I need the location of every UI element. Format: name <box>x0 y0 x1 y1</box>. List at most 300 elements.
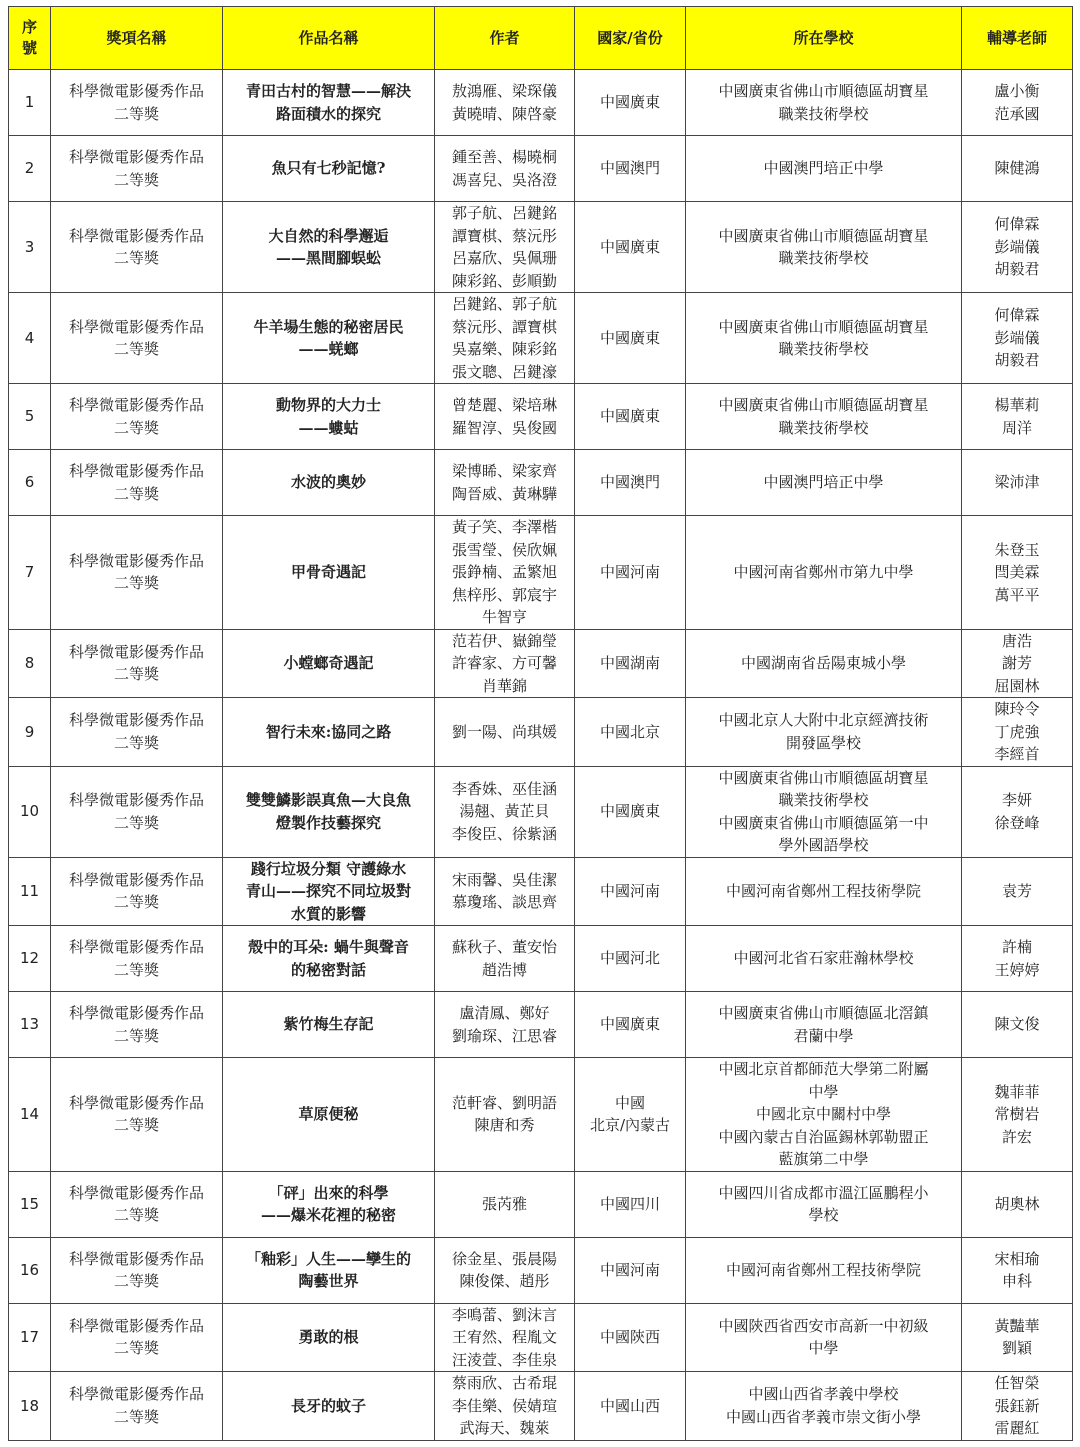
cell-authors <box>435 629 575 698</box>
table-body <box>9 70 1073 1441</box>
cell-school <box>686 1237 962 1303</box>
cell-work <box>223 629 435 698</box>
cell-teachers-line: 楊華莉 <box>994 396 1040 414</box>
cell-school <box>686 1372 962 1441</box>
cell-work-line: ——黑間腳蜈蚣 <box>275 249 381 267</box>
cell-authors-line: 劉一陽、尚琪媛 <box>451 722 557 741</box>
cell-work-line: ——爆米花裡的秘密 <box>260 1206 396 1224</box>
cell-award <box>51 1372 223 1441</box>
cell-authors <box>435 1171 575 1237</box>
cell-award-line: 科學微電影優秀作品 <box>68 711 204 730</box>
cell-school <box>686 698 962 767</box>
cell-award-line: 科學微電影優秀作品 <box>68 226 204 245</box>
cell-authors <box>435 1372 575 1441</box>
cell-authors-line: 陳彩銘、彭順勤 <box>451 271 557 290</box>
cell-seq: 13 <box>9 992 51 1058</box>
header-authors: 作者 <box>435 7 575 70</box>
cell-award-line: 二等獎 <box>113 574 159 593</box>
cell-teachers <box>962 516 1073 630</box>
cell-school <box>686 1171 962 1237</box>
cell-teachers <box>962 1372 1073 1441</box>
cell-work-line: 青山——探究不同垃圾對 <box>245 882 411 900</box>
cell-school <box>686 629 962 698</box>
cell-region <box>575 698 686 767</box>
cell-teachers <box>962 384 1073 450</box>
cell-teachers <box>962 1058 1073 1172</box>
cell-teachers-line: 常樹岩 <box>994 1105 1040 1123</box>
cell-school <box>686 136 962 202</box>
cell-teachers-line: 宋相瑜 <box>994 1249 1040 1268</box>
cell-seq: 15 <box>9 1171 51 1237</box>
cell-authors <box>435 1058 575 1172</box>
header-work: 作品名稱 <box>223 7 435 70</box>
cell-authors <box>435 857 575 926</box>
table-row <box>9 450 1073 516</box>
cell-authors-line: 呂嘉欣、吳佩珊 <box>451 249 557 267</box>
cell-teachers-line: 周洋 <box>1001 418 1032 437</box>
cell-award-line: 二等獎 <box>113 665 159 684</box>
cell-award <box>51 136 223 202</box>
cell-authors-line: 陶晉威、黃琳驊 <box>451 484 557 503</box>
cell-award-line: 科學微電影優秀作品 <box>68 1183 204 1202</box>
cell-school <box>686 857 962 926</box>
cell-award-line: 二等獎 <box>113 893 159 912</box>
cell-teachers-line: 許楠 <box>1001 938 1032 956</box>
cell-teachers <box>962 992 1073 1058</box>
cell-work-line: 甲骨奇遇記 <box>290 563 366 581</box>
cell-authors <box>435 1237 575 1303</box>
cell-teachers <box>962 857 1073 926</box>
cell-authors <box>435 202 575 293</box>
cell-teachers-line: 魏菲菲 <box>994 1082 1040 1101</box>
cell-school-line: 中學 <box>808 1082 839 1101</box>
cell-school-line: 中國內蒙古自治區錫林郭勒盟正 <box>718 1127 929 1146</box>
cell-work <box>223 926 435 992</box>
cell-work-line: 燈製作技藝探究 <box>275 813 381 832</box>
header-seq: 序 號 <box>9 7 51 70</box>
cell-authors-line: 呂鍵銘、郭子航 <box>451 295 557 313</box>
cell-school-line: 職業技術學校 <box>778 418 869 437</box>
cell-region-line: 中國澳門 <box>599 159 660 178</box>
cell-authors-line: 陳唐和秀 <box>474 1116 535 1135</box>
cell-school-line: 中國四川省成都市溫江區鵬程小 <box>718 1183 929 1202</box>
cell-award <box>51 202 223 293</box>
cell-authors <box>435 698 575 767</box>
table-row <box>9 766 1073 857</box>
cell-region-line: 中國河南 <box>599 1260 660 1279</box>
cell-award-line: 科學微電影優秀作品 <box>68 870 204 889</box>
cell-region-line: 北京/內蒙古 <box>589 1116 671 1135</box>
cell-school <box>686 516 962 630</box>
cell-work-line: 殼中的耳朵: 蝸牛與聲音 <box>248 938 409 956</box>
table-row <box>9 926 1073 992</box>
cell-seq: 2 <box>9 136 51 202</box>
cell-region-line: 中國湖南 <box>599 654 660 672</box>
cell-award-line: 科學微電影優秀作品 <box>68 1004 204 1022</box>
cell-work-line: 智行未來:協同之路 <box>265 722 392 741</box>
cell-region-line: 中國山西 <box>599 1396 660 1415</box>
cell-seq: 8 <box>9 629 51 698</box>
table-row <box>9 1237 1073 1303</box>
cell-region-line: 中國廣東 <box>599 1015 660 1034</box>
cell-seq: 16 <box>9 1237 51 1303</box>
cell-authors-line: 蘇秋子、董安怡 <box>451 938 557 956</box>
cell-seq: 14 <box>9 1058 51 1172</box>
cell-seq: 4 <box>9 293 51 384</box>
cell-authors-line: 張文聰、呂鍵濠 <box>451 362 557 381</box>
cell-authors <box>435 384 575 450</box>
cell-school-line: 中國廣東省佛山市順德區胡寶星 <box>718 768 929 787</box>
cell-teachers <box>962 766 1073 857</box>
cell-region-line: 中國廣東 <box>599 328 660 347</box>
cell-teachers-line: 屈園林 <box>994 676 1040 695</box>
cell-seq: 3 <box>9 202 51 293</box>
cell-region <box>575 926 686 992</box>
cell-authors-line: 慕瓊瑤、談思齊 <box>451 893 557 912</box>
cell-school-line: 中國廣東省佛山市順德區胡寶星 <box>718 82 929 100</box>
cell-school <box>686 926 962 992</box>
cell-region-line: 中國陝西 <box>599 1328 660 1346</box>
header-region: 國家/省份 <box>575 7 686 70</box>
cell-teachers-line: 李妍 <box>1001 791 1032 809</box>
cell-teachers <box>962 202 1073 293</box>
cell-authors <box>435 926 575 992</box>
cell-work <box>223 1372 435 1441</box>
cell-award-line: 科學微電影優秀作品 <box>68 1249 204 1268</box>
cell-seq: 17 <box>9 1303 51 1372</box>
cell-seq: 1 <box>9 70 51 136</box>
cell-authors <box>435 70 575 136</box>
cell-award-line: 二等獎 <box>113 733 159 752</box>
cell-work-line: 紫竹梅生存記 <box>283 1015 374 1034</box>
cell-region-line: 中國廣東 <box>599 237 660 256</box>
cell-work-line: 「砰」出來的科學 <box>268 1183 389 1202</box>
cell-work-line: 「釉彩」人生——孿生的 <box>245 1249 411 1268</box>
cell-school <box>686 992 962 1058</box>
cell-work <box>223 992 435 1058</box>
header-school: 所在學校 <box>686 7 962 70</box>
cell-seq: 6 <box>9 450 51 516</box>
cell-teachers <box>962 293 1073 384</box>
cell-teachers-line: 袁芳 <box>1001 882 1032 900</box>
cell-teachers-line: 雷麗紅 <box>994 1419 1040 1437</box>
cell-authors-line: 馮喜兒、吳洛澄 <box>451 170 557 189</box>
cell-authors-line: 李佳樂、侯婧瑄 <box>451 1396 557 1415</box>
cell-school <box>686 293 962 384</box>
cell-award <box>51 384 223 450</box>
cell-teachers-line: 盧小衡 <box>994 82 1040 100</box>
cell-school-line: 中國北京首都師范大學第二附屬 <box>718 1060 929 1078</box>
cell-work-line: 魚只有七秒記憶? <box>271 159 386 178</box>
cell-authors-line: 宋雨馨、吳佳潔 <box>451 870 557 889</box>
cell-teachers-line: 何偉霖 <box>994 306 1040 325</box>
cell-authors-line: 羅智淳、吳俊國 <box>451 418 557 437</box>
cell-award-line: 科學微電影優秀作品 <box>68 1316 204 1335</box>
table-row <box>9 857 1073 926</box>
cell-award-line: 二等獎 <box>113 418 159 437</box>
cell-authors <box>435 136 575 202</box>
cell-authors-line: 李鳴蕾、劉沫言 <box>451 1305 557 1324</box>
cell-award-line: 科學微電影優秀作品 <box>68 462 204 480</box>
cell-work <box>223 1237 435 1303</box>
cell-school <box>686 384 962 450</box>
cell-region-line: 中國北京 <box>599 722 660 741</box>
cell-authors-line: 牛智亨 <box>481 608 527 626</box>
cell-region-line: 中國河南 <box>599 882 660 900</box>
cell-seq: 7 <box>9 516 51 630</box>
cell-teachers-line: 張鈺新 <box>994 1396 1040 1415</box>
cell-authors-line: 盧清鳳、鄭好 <box>459 1004 550 1022</box>
cell-award <box>51 1237 223 1303</box>
cell-teachers-line: 彭端儀 <box>994 328 1040 347</box>
cell-teachers-line: 唐浩 <box>1001 631 1032 650</box>
cell-work <box>223 857 435 926</box>
cell-teachers-line: 何偉霖 <box>994 215 1040 234</box>
cell-award-line: 二等獎 <box>113 813 159 832</box>
cell-work <box>223 1058 435 1172</box>
cell-school-line: 中國河南省鄭州工程技術學院 <box>725 1260 921 1279</box>
cell-school-line: 中國澳門培正中學 <box>763 159 884 178</box>
cell-award-line: 二等獎 <box>113 340 159 358</box>
cell-school-line: 職業技術學校 <box>778 340 869 358</box>
cell-award-line: 科學微電影優秀作品 <box>68 148 204 166</box>
cell-work <box>223 1171 435 1237</box>
cell-work-line: 水波的奧妙 <box>290 473 366 492</box>
cell-authors-line: 張錚楠、孟繁旭 <box>451 563 557 581</box>
header-row <box>9 7 1073 70</box>
cell-work-line: 大自然的科學邂逅 <box>268 226 389 245</box>
cell-award <box>51 629 223 698</box>
cell-teachers-line: 胡奧林 <box>994 1194 1040 1213</box>
cell-work-line: 牛羊場生態的秘密居民 <box>253 317 404 336</box>
cell-award <box>51 698 223 767</box>
cell-award-line: 二等獎 <box>113 104 159 123</box>
cell-award <box>51 70 223 136</box>
cell-award-line: 科學微電影優秀作品 <box>68 1093 204 1112</box>
cell-work-line: 水質的影響 <box>290 904 366 923</box>
cell-region <box>575 202 686 293</box>
cell-award-line: 科學微電影優秀作品 <box>68 791 204 809</box>
cell-award-line: 二等獎 <box>113 1339 159 1358</box>
cell-work-line: 青田古村的智慧——解決 <box>245 82 411 100</box>
table-row <box>9 1171 1073 1237</box>
cell-award-line: 二等獎 <box>113 1116 159 1135</box>
cell-authors-line: 鍾至善、楊曉桐 <box>451 148 557 166</box>
cell-region <box>575 629 686 698</box>
cell-teachers <box>962 450 1073 516</box>
cell-school <box>686 766 962 857</box>
cell-teachers <box>962 1303 1073 1372</box>
cell-school-line: 中國北京中關村中學 <box>755 1105 891 1123</box>
cell-authors-line: 劉瑜琛、江思睿 <box>451 1026 557 1045</box>
cell-teachers-line: 王婷婷 <box>994 960 1040 979</box>
cell-authors-line: 李俊臣、徐紫涵 <box>451 824 557 843</box>
cell-work <box>223 384 435 450</box>
table-row <box>9 70 1073 136</box>
cell-region-line: 中國廣東 <box>599 93 660 112</box>
cell-region <box>575 1171 686 1237</box>
cell-award-line: 科學微電影優秀作品 <box>68 396 204 414</box>
cell-authors <box>435 516 575 630</box>
cell-school-line: 中國廣東省佛山市順德區胡寶星 <box>718 396 929 414</box>
cell-region <box>575 766 686 857</box>
cell-school-line: 職業技術學校 <box>778 791 869 809</box>
cell-region <box>575 1237 686 1303</box>
cell-teachers-line: 閆美霖 <box>994 563 1040 581</box>
header-award: 獎項名稱 <box>51 7 223 70</box>
cell-region-line: 中國廣東 <box>599 802 660 821</box>
cell-award-line: 二等獎 <box>113 960 159 979</box>
cell-authors-line: 譚寶棋、蔡沅彤 <box>451 226 557 245</box>
cell-work-line: 長牙的蚊子 <box>290 1396 366 1415</box>
cell-work-line: 路面積水的探究 <box>275 104 381 123</box>
table-row <box>9 698 1073 767</box>
cell-teachers-line: 陳玲令 <box>994 700 1040 718</box>
cell-school-line: 中國陝西省西安市高新一中初級 <box>718 1316 929 1335</box>
cell-award <box>51 766 223 857</box>
cell-work <box>223 1303 435 1372</box>
cell-region-line: 中國澳門 <box>599 473 660 492</box>
cell-seq: 10 <box>9 766 51 857</box>
cell-award <box>51 992 223 1058</box>
cell-region-line: 中國四川 <box>599 1194 660 1213</box>
cell-teachers-line: 申科 <box>1001 1272 1032 1290</box>
cell-region-line: 中國河北 <box>599 949 660 968</box>
cell-work-line: 雙雙鱗影誤真魚—大良魚 <box>245 791 411 809</box>
cell-authors-line: 王宥然、程胤文 <box>451 1328 557 1346</box>
cell-school-line: 君蘭中學 <box>793 1026 854 1045</box>
cell-teachers-line: 梁沛津 <box>994 473 1040 492</box>
awards-table <box>8 6 1073 1441</box>
cell-region <box>575 136 686 202</box>
cell-teachers-line: 謝芳 <box>1001 654 1032 672</box>
cell-work <box>223 136 435 202</box>
cell-teachers <box>962 136 1073 202</box>
cell-authors-line: 汪淩萱、李佳泉 <box>451 1350 557 1369</box>
cell-teachers <box>962 629 1073 698</box>
cell-teachers <box>962 1171 1073 1237</box>
cell-authors-line: 范若伊、嶽錦瑩 <box>451 631 557 650</box>
cell-region <box>575 1058 686 1172</box>
cell-award <box>51 516 223 630</box>
cell-seq: 9 <box>9 698 51 767</box>
cell-authors-line: 張芮雅 <box>481 1194 527 1213</box>
cell-teachers-line: 陳健鴻 <box>994 159 1040 178</box>
cell-authors-line: 范軒睿、劉明語 <box>451 1093 557 1112</box>
cell-authors-line: 武海天、魏萊 <box>459 1419 550 1437</box>
cell-authors-line: 蔡雨欣、古希琨 <box>451 1374 557 1392</box>
cell-seq: 11 <box>9 857 51 926</box>
cell-work-line: 動物界的大力士 <box>275 396 381 414</box>
cell-region <box>575 1303 686 1372</box>
cell-seq: 5 <box>9 384 51 450</box>
cell-school-line: 中國澳門培正中學 <box>763 473 884 492</box>
cell-authors-line: 曾楚麗、梁培琳 <box>451 396 557 414</box>
cell-work <box>223 698 435 767</box>
cell-region <box>575 70 686 136</box>
cell-work <box>223 450 435 516</box>
table-row <box>9 384 1073 450</box>
cell-work-line: ——螻蛄 <box>298 418 359 437</box>
cell-work <box>223 766 435 857</box>
cell-authors-line: 黃曉晴、陳啓豪 <box>451 104 557 123</box>
cell-teachers <box>962 1237 1073 1303</box>
cell-school <box>686 1058 962 1172</box>
cell-region <box>575 992 686 1058</box>
table-row <box>9 293 1073 384</box>
cell-authors-line: 吳嘉樂、陳彩銘 <box>451 340 557 358</box>
cell-teachers-line: 徐登峰 <box>994 813 1040 832</box>
cell-award <box>51 926 223 992</box>
cell-authors <box>435 450 575 516</box>
cell-authors-line: 許睿家、方可馨 <box>451 654 557 672</box>
cell-teachers-line: 黃豔華 <box>994 1316 1040 1335</box>
header-teachers: 輔導老師 <box>962 7 1073 70</box>
cell-work <box>223 293 435 384</box>
cell-school <box>686 450 962 516</box>
cell-award-line: 二等獎 <box>113 1407 159 1426</box>
cell-region <box>575 857 686 926</box>
cell-authors-line: 湯翹、黃芷貝 <box>459 802 550 821</box>
cell-region <box>575 293 686 384</box>
cell-school-line: 中國河南省鄭州市第九中學 <box>733 563 914 581</box>
cell-school-line: 中國廣東省佛山市順德區胡寶星 <box>718 226 929 245</box>
cell-award <box>51 857 223 926</box>
cell-work-line: ——蜣螂 <box>298 340 359 358</box>
table-row <box>9 1058 1073 1172</box>
cell-teachers-line: 朱登玉 <box>994 540 1040 559</box>
cell-authors-line: 郭子航、呂鍵銘 <box>451 204 557 222</box>
cell-authors-line: 陳俊傑、趙彤 <box>459 1272 550 1290</box>
cell-award-line: 二等獎 <box>113 1206 159 1224</box>
cell-award <box>51 450 223 516</box>
cell-school-line: 開發區學校 <box>785 733 861 752</box>
cell-work <box>223 70 435 136</box>
cell-region-line: 中國廣東 <box>599 407 660 426</box>
cell-school-line: 中國河南省鄭州工程技術學院 <box>725 882 921 900</box>
cell-award <box>51 1303 223 1372</box>
cell-award-line: 二等獎 <box>113 484 159 503</box>
cell-authors-line: 李香姝、巫佳涵 <box>451 779 557 798</box>
cell-authors-line: 敖鴻雁、梁琛儀 <box>451 82 557 100</box>
table-row <box>9 136 1073 202</box>
cell-region <box>575 384 686 450</box>
cell-teachers-line: 胡毅君 <box>994 351 1040 370</box>
cell-work-line: 陶藝世界 <box>298 1272 359 1290</box>
cell-award-line: 二等獎 <box>113 170 159 189</box>
cell-school-line: 中學 <box>808 1339 839 1358</box>
cell-authors <box>435 1303 575 1372</box>
table-row <box>9 629 1073 698</box>
cell-school-line: 中國河北省石家莊瀚林學校 <box>733 949 914 968</box>
cell-award-line: 科學微電影優秀作品 <box>68 938 204 956</box>
cell-teachers <box>962 926 1073 992</box>
cell-authors-line: 趙浩博 <box>481 960 527 979</box>
table-row <box>9 992 1073 1058</box>
cell-school-line: 藍旗第二中學 <box>778 1150 869 1168</box>
cell-authors <box>435 992 575 1058</box>
cell-school-line: 中國廣東省佛山市順德區胡寶星 <box>718 317 929 336</box>
cell-seq: 12 <box>9 926 51 992</box>
cell-work <box>223 516 435 630</box>
cell-school-line: 職業技術學校 <box>778 104 869 123</box>
cell-authors-line: 黃子笑、李澤楷 <box>451 518 557 536</box>
cell-region-line: 中國 <box>614 1093 645 1112</box>
cell-school <box>686 202 962 293</box>
cell-authors <box>435 293 575 384</box>
cell-work-line: 踐行垃圾分類 守護綠水 <box>250 859 407 878</box>
cell-school-line: 中國湖南省岳陽東城小學 <box>740 654 906 672</box>
